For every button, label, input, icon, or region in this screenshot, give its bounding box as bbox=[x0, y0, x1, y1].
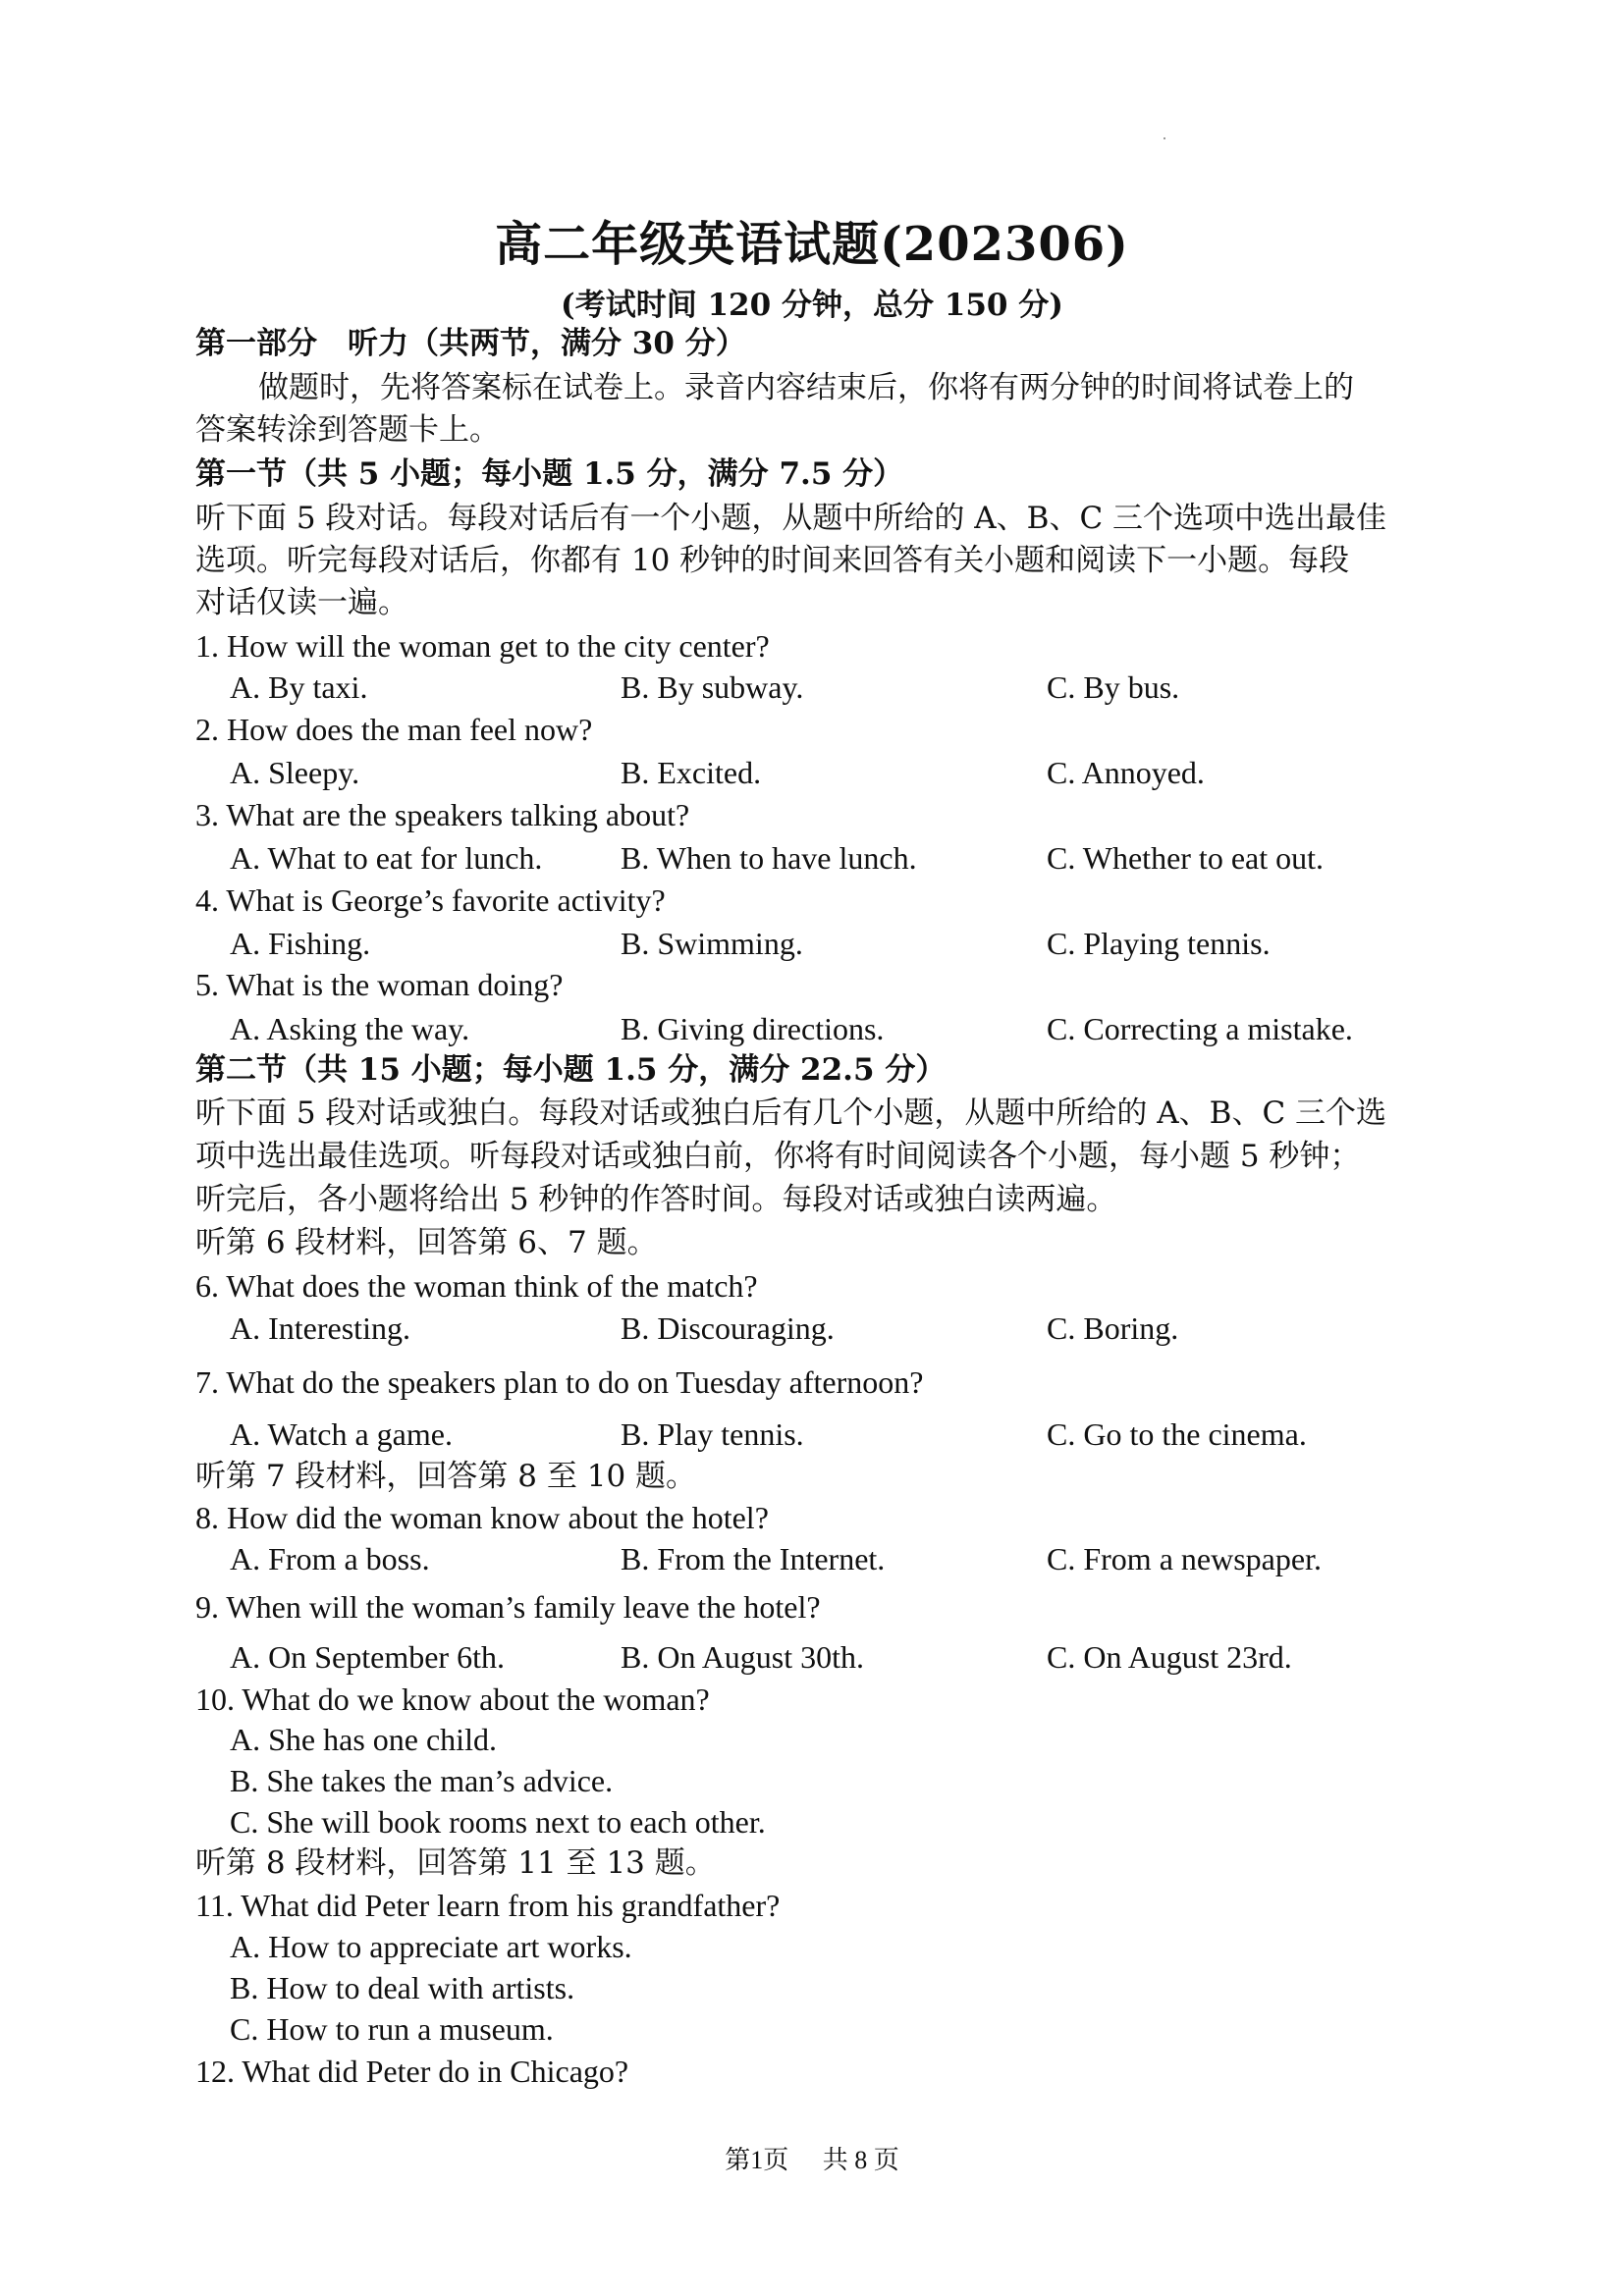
question-5-option-c: C. Correcting a mistake. bbox=[1047, 1011, 1353, 1046]
question-8: 8. How did the woman know about the hotel? bbox=[195, 1500, 769, 1535]
section1-heading: 第一节（共 5 小题；每小题 1.5 分，满分 7.5 分） bbox=[195, 456, 904, 492]
question-1-option-b: B. By subway. bbox=[621, 669, 804, 705]
section1-intro-line3: 对话仅读一遍。 bbox=[195, 585, 408, 620]
question-8-option-a: A. From a boss. bbox=[230, 1541, 430, 1576]
question-6-option-a: A. Interesting. bbox=[230, 1310, 410, 1346]
material-8-instruction: 听第 8 段材料，回答第 11 至 13 题。 bbox=[195, 1845, 716, 1881]
question-8-option-b: B. From the Internet. bbox=[621, 1541, 886, 1576]
question-3-option-a: A. What to eat for lunch. bbox=[230, 840, 543, 876]
section2-intro-line2: 项中选出最佳选项。听每段对话或独白前，你将有时间阅读各个小题，每小题 5 秒钟； bbox=[195, 1139, 1361, 1174]
question-10-option-b: B. She takes the man’s advice. bbox=[230, 1763, 614, 1798]
part1-intro-line2: 答案转涂到答题卡上。 bbox=[195, 412, 500, 448]
page-footer bbox=[0, 2140, 1624, 2176]
section2-intro-line1: 听下面 5 段对话或独白。每段对话或独白后有几个小题，从题中所给的 A、B、C 三个选 bbox=[195, 1095, 1387, 1131]
section1-intro-line2: 选项。听完每段对话后，你都有 10 秒钟的时间来回答有关小题和阅读下一小题。每段 bbox=[195, 543, 1350, 578]
question-7: 7. What do the speakers plan to do on Tuesday afternoon? bbox=[195, 1364, 924, 1400]
question-9-option-c: C. On August 23rd. bbox=[1047, 1639, 1292, 1675]
question-6-option-c: C. Boring. bbox=[1047, 1310, 1179, 1346]
question-7-option-b: B. Play tennis. bbox=[621, 1416, 804, 1452]
question-3-option-c: C. Whether to eat out. bbox=[1047, 840, 1324, 876]
part1-heading: 第一部分 听力（共两节，满分 30 分） bbox=[195, 326, 746, 361]
question-9: 9. When will the woman’s family leave the hotel? bbox=[195, 1589, 821, 1625]
question-5: 5. What is the woman doing? bbox=[195, 967, 564, 1002]
material-7-instruction: 听第 7 段材料，回答第 8 至 10 题。 bbox=[195, 1459, 697, 1494]
section1-intro-line1: 听下面 5 段对话。每段对话后有一个小题，从题中所给的 A、B、C 三个选项中选出最佳 bbox=[195, 501, 1387, 536]
question-5-option-b: B. Giving directions. bbox=[621, 1011, 885, 1046]
question-9-option-a: A. On September 6th. bbox=[230, 1639, 505, 1675]
question-11: 11. What did Peter learn from his grandfather? bbox=[195, 1888, 781, 1923]
question-4-option-c: C. Playing tennis. bbox=[1047, 926, 1271, 961]
question-4-option-a: A. Fishing. bbox=[230, 926, 371, 961]
question-8-option-c: C. From a newspaper. bbox=[1047, 1541, 1322, 1576]
question-7-option-a: A. Watch a game. bbox=[230, 1416, 453, 1452]
question-7-option-c: C. Go to the cinema. bbox=[1047, 1416, 1307, 1452]
question-11-option-b: B. How to deal with artists. bbox=[230, 1970, 575, 2005]
question-6: 6. What does the woman think of the match? bbox=[195, 1268, 758, 1304]
question-3: 3. What are the speakers talking about? bbox=[195, 797, 690, 832]
question-5-option-a: A. Asking the way. bbox=[230, 1011, 470, 1046]
question-11-option-a: A. How to appreciate art works. bbox=[230, 1929, 632, 1964]
question-10-option-c: C. She will book rooms next to each other. bbox=[230, 1804, 766, 1840]
question-1-option-a: A. By taxi. bbox=[230, 669, 368, 705]
question-11-option-c: C. How to run a museum. bbox=[230, 2011, 554, 2047]
question-10-option-a: A. She has one child. bbox=[230, 1722, 497, 1757]
scan-speck bbox=[1164, 137, 1165, 139]
question-3-option-b: B. When to have lunch. bbox=[621, 840, 917, 876]
question-2-option-b: B. Excited. bbox=[621, 755, 762, 790]
question-4-option-b: B. Swimming. bbox=[621, 926, 803, 961]
question-12: 12. What did Peter do in Chicago? bbox=[195, 2054, 629, 2089]
exam-info: (考试时间 120 分钟，总分 150 分) bbox=[561, 288, 1063, 323]
question-1-option-c: C. By bus. bbox=[1047, 669, 1180, 705]
section2-intro-line3: 听完后，各小题将给出 5 秒钟的作答时间。每段对话或独白读两遍。 bbox=[195, 1182, 1117, 1217]
question-9-option-b: B. On August 30th. bbox=[621, 1639, 865, 1675]
question-10: 10. What do we know about the woman? bbox=[195, 1682, 710, 1717]
section2-heading: 第二节（共 15 小题；每小题 1.5 分，满分 22.5 分） bbox=[195, 1052, 947, 1088]
question-4: 4. What is George’s favorite activity? bbox=[195, 882, 666, 918]
material-6-instruction: 听第 6 段材料，回答第 6、7 题。 bbox=[195, 1225, 658, 1260]
part1-intro-line1: 做题时，先将答案标在试卷上。录音内容结束后，你将有两分钟的时间将试卷上的 bbox=[258, 370, 1354, 405]
page-title: 高二年级英语试题(202306) bbox=[495, 217, 1129, 272]
question-2: 2. How does the man feel now? bbox=[195, 712, 593, 747]
question-6-option-b: B. Discouraging. bbox=[621, 1310, 835, 1346]
question-1: 1. How will the woman get to the city center? bbox=[195, 628, 770, 664]
page-total: 共 8 页 bbox=[822, 2146, 899, 2174]
page-number: 第1页 bbox=[725, 2146, 789, 2174]
question-2-option-a: A. Sleepy. bbox=[230, 755, 360, 790]
question-2-option-c: C. Annoyed. bbox=[1047, 755, 1205, 790]
